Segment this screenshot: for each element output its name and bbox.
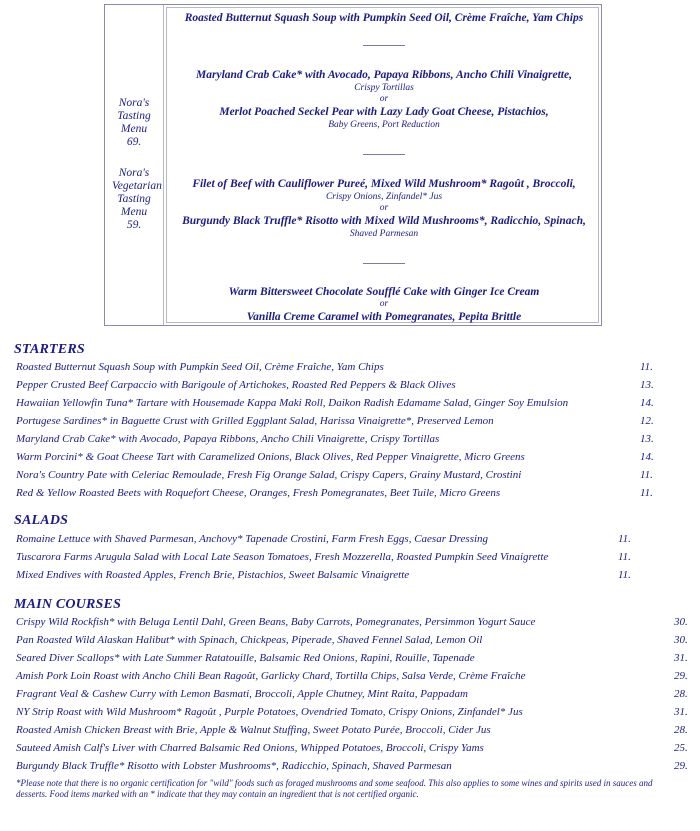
menu-item-price: 31. — [674, 706, 688, 718]
menu-item-price: 29. — [674, 760, 688, 772]
course-2-dish-b: Merlot Poached Seckel Pear with Lazy Lady Goat Cheese, Pistachios, — [219, 106, 549, 118]
menu-item-name: Portugese Sardines* in Baguette Crust with Grilled Eggplant Salad, Harissa Vinaigrette*, Preserved Lemon — [16, 415, 494, 427]
menu-item-name: Pepper Crusted Beef Carpaccio with Barigoule of Artichokes, Roasted Red Peppers & Black Olives — [16, 379, 456, 391]
course-3-dish-b: Burgundy Black Truffle* Risotto with Mixed Wild Mushrooms*, Radicchio, Spinach, — [182, 215, 586, 227]
course-4-or: or — [379, 299, 389, 309]
menu-item-price: 12. — [640, 415, 654, 427]
course-4-dish-a: Warm Bittersweet Chocolate Soufflé Cake with Ginger Ice Cream — [228, 286, 540, 298]
course-2-or: or — [379, 94, 389, 104]
course-2-dish-a: Maryland Crab Cake* with Avocado, Papaya Ribbons, Ancho Chili Vinaigrette, — [196, 69, 572, 81]
menu-item-price: 30. — [674, 616, 688, 628]
menu-item-price: 14. — [640, 451, 654, 463]
menu-item-name: Red & Yellow Roasted Beets with Roquefort Cheese, Oranges, Fresh Pomegranates, Beet Tuile, Micro Greens — [16, 487, 501, 499]
course-rule-3 — [363, 263, 405, 264]
course-3-or: or — [379, 203, 389, 213]
menu-item-name: Roasted Butternut Squash Soup with Pumpkin Seed Oil, Crème Fraîche, Yam Chips — [16, 361, 384, 373]
tasting-course-3 — [167, 177, 601, 240]
menu-item-name: Nora's Country Pate with Celeriac Remoulade, Fresh Fig Orange Salad, Crispy Capers, Grainy Mustard, Crostini — [16, 469, 522, 481]
menu-item-name: Sauteed Amish Calf's Liver with Charred Balsamic Red Onions, Whipped Potatoes, Broccoli, Crispy Yams — [16, 742, 484, 754]
tasting-course-4 — [167, 285, 601, 324]
menu-item-price: 13. — [640, 379, 654, 391]
menu-item-name: Roasted Amish Chicken Breast with Brie, Apple & Walnut Stuffing, Sweet Potato Purée, Broccoli, Cider Jus — [16, 724, 491, 736]
vegetarian-menu-label — [105, 167, 163, 232]
vegetarian-menu-price: 59. — [126, 219, 142, 231]
menu-item-name: Romaine Lettuce with Shaved Parmesan, Anchovy* Tapenade Crostini, Farm Fresh Eggs, Caesar Dressing — [16, 533, 489, 545]
course-4-dish-b: Vanilla Creme Caramel with Pomegranates, Pepita Brittle — [246, 311, 522, 323]
menu-item-price: 11. — [618, 551, 631, 563]
menu-item-name: Burgundy Black Truffle* Risotto with Lobster Mushrooms*, Radicchio, Spinach, Shaved Parmesan — [16, 760, 452, 772]
menu-item-price: 13. — [640, 433, 654, 445]
menu-item-price: 28. — [674, 688, 688, 700]
menu-item-price: 11. — [640, 469, 653, 481]
menu-item-price: 11. — [640, 487, 653, 499]
menu-item-name: Amish Pork Loin Roast with Ancho Chili Bean Ragoût, Garlicky Chard, Tortilla Chips, Salsa Verde, Crème Fraîche — [16, 670, 526, 682]
menu-item-name: Warm Porcini* & Goat Cheese Tart with Caramelized Onions, Black Olives, Red Pepper Vinaigrette, Micro Greens — [16, 451, 525, 463]
starters-heading: STARTERS — [14, 342, 85, 357]
salads-heading: SALADS — [14, 513, 69, 528]
menu-item-name: Seared Diver Scallops* with Late Summer Ratatouille, Balsamic Red Onions, Rapini, Rouille, Tapenade — [16, 652, 475, 664]
tasting-course-2 — [167, 68, 601, 131]
course-rule-2 — [363, 154, 405, 155]
menu-item-name: Crispy Wild Rockfish* with Beluga Lentil Dahl, Green Beans, Baby Carrots, Pomegranates, Persimmon Yogurt Sauce — [16, 616, 536, 628]
vegetarian-menu-name: Nora's Vegetarian Tasting Menu — [112, 167, 162, 218]
tasting-menu-price: 69. — [126, 136, 142, 148]
tasting-divider — [163, 5, 164, 325]
main-courses-heading: MAIN COURSES — [14, 597, 122, 612]
menu-item-name: Maryland Crab Cake* with Avocado, Papaya Ribbons, Ancho Chili Vinaigrette, Crispy Tortillas — [16, 433, 440, 445]
course-2-dish-a-sub: Crispy Tortillas — [354, 83, 414, 93]
tasting-menu-box — [104, 4, 602, 326]
menu-item-name: NY Strip Roast with Wild Mushroom* Ragoût , Purple Potatoes, Ovendried Tomato, Crispy Onions, Zinfandel* Jus — [16, 706, 523, 718]
menu-item-price: 11. — [618, 533, 631, 545]
course-3-dish-a: Filet of Beef with Cauliflower Pureé, Mixed Wild Mushroom* Ragoût , Broccoli, — [192, 178, 576, 190]
menu-item-price: 29. — [674, 670, 688, 682]
course-1-dish: Roasted Butternut Squash Soup with Pumpkin Seed Oil, Crème Fraîche, Yam Chips — [184, 12, 584, 24]
course-2-dish-b-sub: Baby Greens, Port Reduction — [328, 120, 440, 130]
menu-item-price: 14. — [640, 397, 654, 409]
tasting-menu-label — [105, 97, 163, 149]
menu-item-price: 28. — [674, 724, 688, 736]
organic-footnote: *Please note that there is no organic certification for "wild" foods such as foraged mushrooms and some seafood. This also applies to some wines and spirits used in sauces and desserts. Food items marked with an * indicate that they may contain an ingredient that is not certified organic. — [16, 778, 653, 799]
menu-item-name: Fragrant Veal & Cashew Curry with Lemon Basmati, Broccoli, Apple Chutney, Mint Raita, Pappadam — [16, 688, 468, 700]
menu-item-price: 11. — [640, 361, 653, 373]
menu-item-name: Pan Roasted Wild Alaskan Halibut* with Spinach, Chickpeas, Piperade, Shaved Fennel Salad, Lemon Oil — [16, 634, 483, 646]
tasting-menu-name: Nora's Tasting Menu — [117, 97, 151, 135]
tasting-inner-frame — [166, 7, 599, 323]
tasting-course-1 — [167, 11, 601, 25]
menu-item-price: 31. — [674, 652, 688, 664]
menu-item-name: Mixed Endives with Roasted Apples, French Brie, Pistachios, Sweet Balsamic Vinaigrette — [16, 569, 410, 581]
menu-item-price: 25. — [674, 742, 688, 754]
course-3-dish-b-sub: Shaved Parmesan — [349, 229, 419, 239]
menu-item-name: Hawaiian Yellowfin Tuna* Tartare with Housemade Kappa Maki Roll, Daikon Radish Edamame Salad, Ginger Soy Emulsion — [16, 397, 569, 409]
menu-item-name: Tuscarora Farms Arugula Salad with Local Late Season Tomatoes, Fresh Mozzerella, Roasted Pumpkin Seed Vinaigrette — [16, 551, 549, 563]
course-3-dish-a-sub: Crispy Onions, Zinfandel* Jus — [325, 192, 443, 202]
menu-item-price: 30. — [674, 634, 688, 646]
course-rule-1 — [363, 45, 405, 46]
menu-item-price: 11. — [618, 569, 631, 581]
